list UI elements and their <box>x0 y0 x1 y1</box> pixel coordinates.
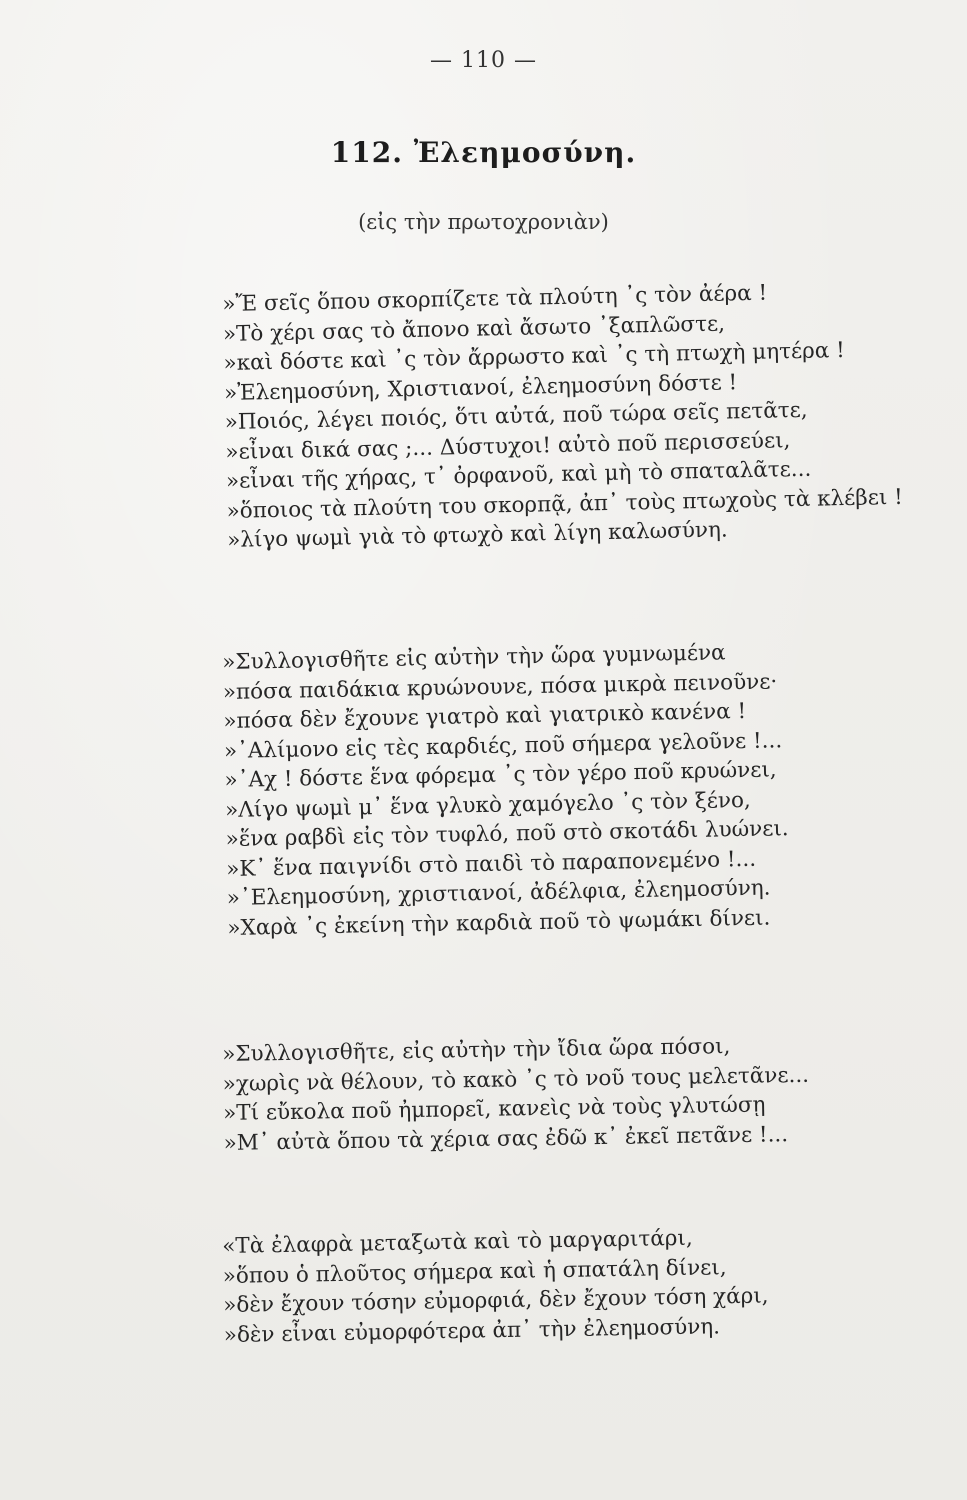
verse-line: »πόσα δὲν ἔχουνε γιατρὸ καὶ γιατρικὸ κανένα ! <box>223 698 747 734</box>
verse-line: »᾽Ελεημοσύνη, χριστιανοί, ἀδέλφια, ἐλεημοσύνη. <box>226 875 771 911</box>
verse-line: »πόσα παιδάκια κρυώνουνε, πόσα μικρὰ πεινοῦνε· <box>222 668 778 705</box>
verse-line: »Κ᾽ ἕνα παιγνίδι στὸ παιδὶ τὸ παραπονεμένο !... <box>226 846 757 882</box>
verse-line: »καὶ δόστε καὶ ᾽ς τὸν ἄρρωστο καὶ ᾽ς τὴ πτωχὴ μητέρα ! <box>223 337 846 376</box>
verse-line: »ὅποιος τὰ πλούτη του σκορπᾷ, ἀπ᾽ τοὺς πτωχοὺς τὰ κλέβει ! <box>226 484 903 524</box>
verse-line: »Τὸ χέρι σας τὸ ἄπονο καὶ ἄσωτο ᾽ξαπλῶστε, <box>222 310 726 347</box>
verse-line: »εἶναι τῆς χήρας, τ᾽ ὀρφανοῦ, καὶ μὴ τὸ σπαταλᾶτε... <box>225 456 812 494</box>
stanza-3 <box>222 1031 810 1158</box>
verse-line: »Ἔ σεῖς ὅπου σκορπίζετε τὰ πλούτη ᾽ς τὸν ἀέρα ! <box>222 280 768 317</box>
verse-line: »Ποιός, λέγει ποιός, ὅτι αὐτά, ποῦ τώρα σεῖς πετᾶτε, <box>224 397 808 435</box>
poem-subtitle: (εἰς τὴν πρωτοχρονιὰν) <box>358 210 609 234</box>
verse-line: »᾽Αλίμονο εἰς τὲς καρδιές, ποῦ σήμερα γελοῦνε !... <box>223 727 783 764</box>
verse-line: »δὲν ἔχουν τόσην εὐμορφιά, δὲν ἔχουν τόση χάρι, <box>223 1283 769 1318</box>
page-number: — 110 — <box>430 48 537 73</box>
verse-line: »Λίγο ψωμὶ μ᾽ ἕνα γλυκὸ χαμόγελο ᾽ς τὸν ξένο, <box>224 787 751 823</box>
verse-line: »Συλλογισθῆτε, εἰς αὐτὴν τὴν ἴδια ὥρα πόσοι, <box>222 1034 731 1067</box>
verse-line: »Συλλογισθῆτε εἰς αὐτὴν τὴν ὥρα γυμνωμένα <box>222 640 726 675</box>
verse-line: »Μ᾽ αὐτὰ ὅπου τὰ χέρια σας ἐδῶ κ᾽ ἐκεῖ πετᾶνε !... <box>223 1121 789 1156</box>
verse-line: »χωρὶς νὰ θέλουν, τὸ κακὸ ᾽ς τὸ νοῦ τους μελετᾶνε... <box>222 1062 810 1097</box>
verse-line: »ἕνα ραβδὶ εἰς τὸν τυφλό, ποῦ στὸ σκοτάδι λυώνει. <box>225 816 789 852</box>
verse-line: »Ἐλεημοσύνη, Χριστιανοί, ἐλεημοσύνη δόστε ! <box>223 369 738 406</box>
poem-title: 112. Ἐλεημοσύνη. <box>330 136 637 169</box>
stanza-4 <box>222 1222 769 1349</box>
verse-line: «Τὰ ἐλαφρὰ μεταξωτὰ καὶ τὸ μαργαριτάρι, <box>222 1225 693 1259</box>
verse-line: »δὲν εἶναι εὐμορφότερα ἀπ᾽ τὴν ἐλεημοσύνη. <box>223 1313 721 1348</box>
verse-line: »Τί εὔκολα ποῦ ἠμπορεῖ, κανεὶς νὰ τοὺς γλυτώσῃ <box>222 1092 766 1126</box>
verse-line: »εἶναι δικά σας ;... Δύστυχοι! αὐτὸ ποῦ περισσεύει, <box>225 427 791 465</box>
verse-line: »Χαρὰ ᾽ς ἐκείνη τὴν καρδιὰ ποῦ τὸ ψωμάκι δίνει. <box>227 905 771 941</box>
verse-line: »᾽Αχ ! δόστε ἕνα φόρεμα ᾽ς τὸν γέρο ποῦ κρυώνει, <box>224 757 777 793</box>
verse-line: »ὅπου ὁ πλοῦτος σήμερα καὶ ἡ σπατάλη δίνει, <box>222 1254 727 1289</box>
stanza-2 <box>222 637 791 943</box>
verse-line: »λίγο ψωμὶ γιὰ τὸ φτωχὸ καὶ λίγη καλωσύνη. <box>226 517 728 553</box>
stanza-1 <box>222 276 904 556</box>
